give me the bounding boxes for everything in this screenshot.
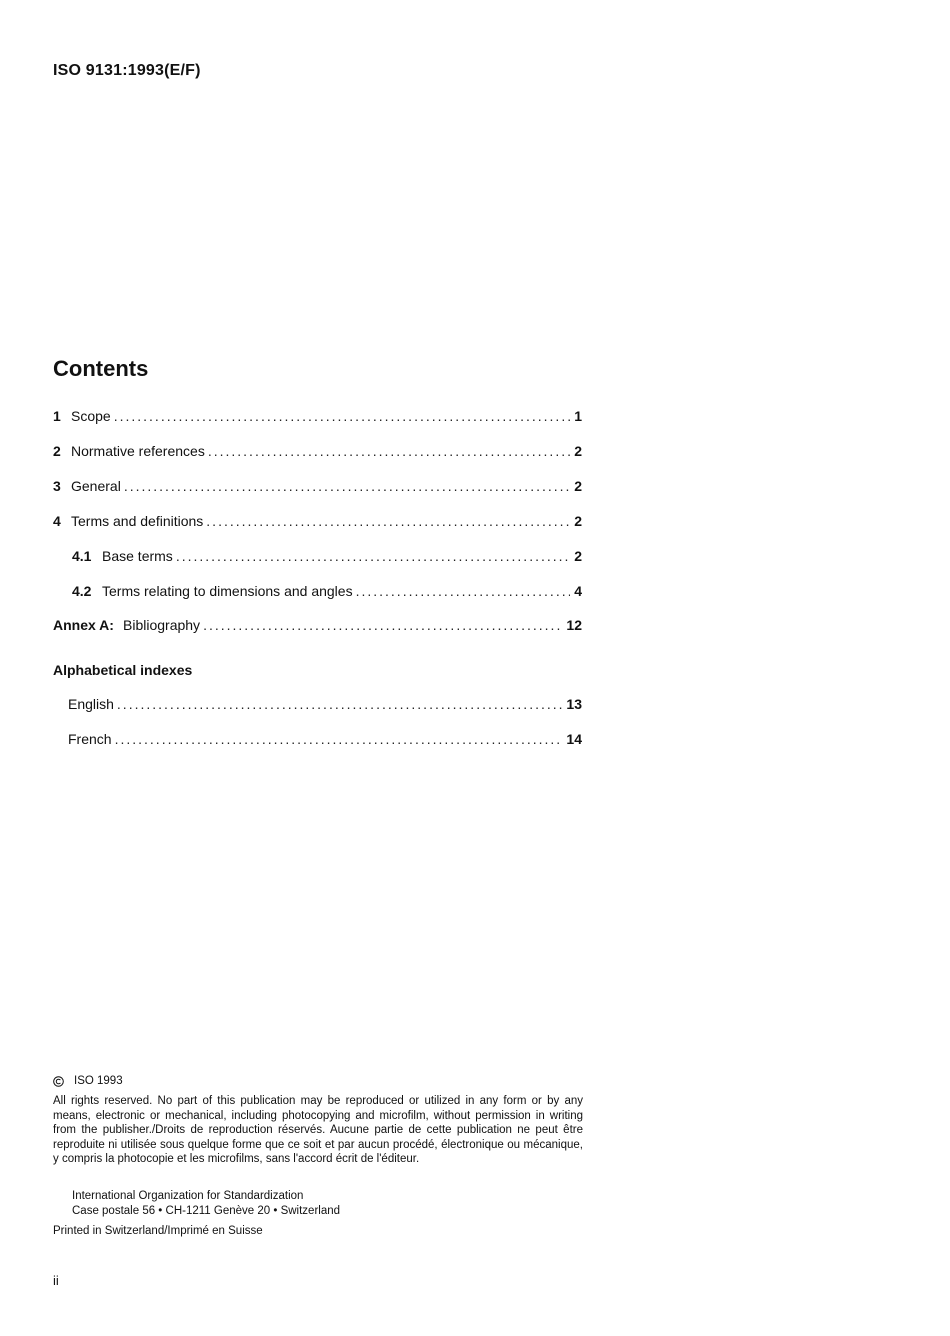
toc-entry-number: Annex A: bbox=[53, 617, 114, 633]
toc-entry-dimensions-and-angles[interactable] bbox=[72, 583, 582, 603]
toc-entry-index-french[interactable] bbox=[68, 731, 582, 751]
toc-entry-page: 4 bbox=[574, 583, 582, 599]
toc-entry-page: 2 bbox=[574, 443, 582, 459]
toc-entry-number: 4.2 bbox=[72, 583, 92, 599]
publisher-address: Case postale 56 • CH-1211 Genève 20 • Switzerland bbox=[72, 1205, 341, 1217]
toc-entry-normative-references[interactable] bbox=[53, 443, 582, 463]
document-identifier: ISO 9131:1993(E/F) bbox=[53, 62, 201, 79]
toc-entry-label: Terms and definitions bbox=[71, 513, 204, 529]
toc-leader-dots bbox=[203, 617, 562, 633]
toc-entry-label: French bbox=[68, 731, 112, 747]
toc-entry-page: 13 bbox=[566, 696, 582, 712]
toc-leader-dots bbox=[206, 513, 570, 529]
toc-entry-label: Bibliography bbox=[123, 617, 201, 633]
publisher-name: International Organization for Standardization bbox=[72, 1190, 304, 1202]
publisher-block bbox=[72, 1189, 340, 1219]
toc-entry-general[interactable] bbox=[53, 478, 582, 498]
toc-entry-page: 12 bbox=[566, 617, 582, 633]
rights-notice: All rights reserved. No part of this publication may be reproduced or utilized in any form or by any means, electronic or mechanical, including photocopying and microfilm, without permission in writing from the publisher./Droits de reproduction réservés. Aucune partie de cette publication ne peut être reproduite ni utilisée sous quelque forme que ce soit et par aucun procédé, électronique ou mécanique, y compris la photocopie et les microfilms, sans l'accord écrit de l'éditeur. bbox=[53, 1095, 583, 1166]
toc-entry-scope[interactable] bbox=[53, 408, 582, 428]
toc-entry-page: 2 bbox=[574, 548, 582, 564]
copyright-icon bbox=[53, 1076, 64, 1087]
toc-leader-dots bbox=[115, 731, 563, 747]
toc-entry-page: 1 bbox=[574, 408, 582, 424]
toc-entry-number: 2 bbox=[53, 443, 61, 459]
toc-entry-label: English bbox=[68, 696, 114, 712]
toc-entry-number: 4 bbox=[53, 513, 61, 529]
toc-entry-page: 14 bbox=[566, 731, 582, 747]
printed-in-notice: Printed in Switzerland/Imprimé en Suisse bbox=[53, 1225, 263, 1237]
toc-entry-terms-and-definitions[interactable] bbox=[53, 513, 582, 533]
alphabetical-indexes-heading: Alphabetical indexes bbox=[53, 662, 193, 678]
toc-leader-dots bbox=[356, 583, 571, 599]
toc-entry-page: 2 bbox=[574, 513, 582, 529]
copyright-line bbox=[53, 1075, 123, 1087]
toc-entry-number: 1 bbox=[53, 408, 61, 424]
copyright-text: ISO 1993 bbox=[74, 1075, 123, 1087]
toc-entry-label: Scope bbox=[71, 408, 111, 424]
page-number: ii bbox=[53, 1273, 59, 1288]
toc-leader-dots bbox=[176, 548, 570, 564]
toc-entry-index-english[interactable] bbox=[68, 696, 582, 716]
toc-entry-label: General bbox=[71, 478, 121, 494]
toc-entry-number: 3 bbox=[53, 478, 61, 494]
toc-leader-dots bbox=[124, 478, 570, 494]
toc-entry-label: Base terms bbox=[102, 548, 173, 564]
toc-entry-number: 4.1 bbox=[72, 548, 92, 564]
toc-entry-page: 2 bbox=[574, 478, 582, 494]
toc-entry-label: Normative references bbox=[71, 443, 205, 459]
toc-leader-dots bbox=[117, 696, 563, 712]
toc-leader-dots bbox=[114, 408, 571, 424]
contents-heading: Contents bbox=[53, 356, 149, 381]
toc-entry-annex-a-bibliography[interactable] bbox=[53, 617, 582, 637]
toc-entry-base-terms[interactable] bbox=[72, 548, 582, 568]
toc-entry-label: Terms relating to dimensions and angles bbox=[102, 583, 353, 599]
toc-leader-dots bbox=[208, 443, 570, 459]
